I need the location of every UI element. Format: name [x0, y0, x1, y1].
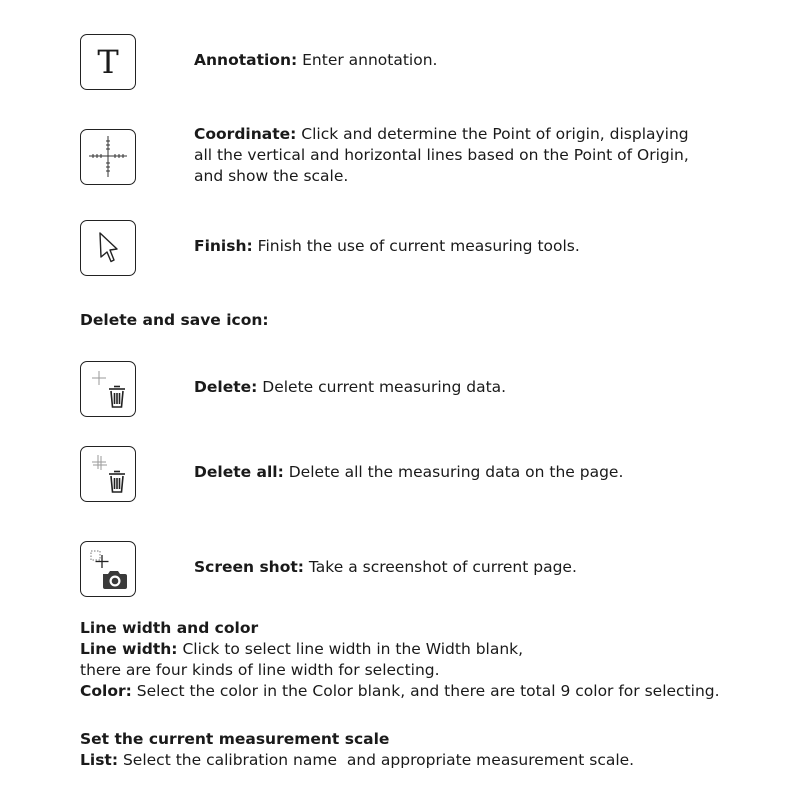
coordinate-text-line-3: and show the scale.	[194, 167, 349, 185]
color-text: Select the color in the Color blank, and there are total 9 color for selecting.	[136, 682, 720, 700]
measurement-scale-heading: Set the current measurement scale	[80, 730, 390, 748]
annotation-label: Annotation:	[194, 51, 298, 69]
delete-tool-button[interactable]	[80, 361, 136, 417]
coordinate-tool-button[interactable]	[80, 129, 136, 185]
finish-text: Finish the use of current measuring tools.	[257, 237, 580, 255]
coordinate-crosshair-icon	[81, 130, 135, 184]
delete-label: Delete:	[194, 378, 258, 396]
delete-all-icon	[81, 447, 135, 501]
delete-description	[194, 377, 506, 398]
delete-save-heading: Delete and save icon:	[80, 311, 269, 329]
screenshot-description	[194, 557, 577, 578]
line-width-text-1: Click to select line width in the Width blank,	[182, 640, 524, 658]
cursor-arrow-icon	[81, 221, 135, 275]
coordinate-text-line-2: all the vertical and horizontal lines based on the Point of Origin,	[194, 146, 689, 164]
text-annotation-icon: T	[97, 43, 119, 81]
delete-icon	[81, 362, 135, 416]
coordinate-label: Coordinate:	[194, 125, 297, 143]
delete-all-description	[194, 462, 623, 483]
coordinate-description	[194, 124, 689, 187]
finish-description	[194, 236, 580, 257]
color-label: Color:	[80, 682, 132, 700]
delete-all-label: Delete all:	[194, 463, 284, 481]
list-label: List:	[80, 751, 119, 769]
line-width-label: Line width:	[80, 640, 178, 658]
screenshot-tool-button[interactable]	[80, 541, 136, 597]
delete-all-text: Delete all the measuring data on the page.	[288, 463, 624, 481]
finish-tool-button[interactable]	[80, 220, 136, 276]
delete-text: Delete current measuring data.	[262, 378, 507, 396]
coordinate-text-line-1: Click and determine the Point of origin, displaying	[301, 125, 689, 143]
line-width-color-heading: Line width and color	[80, 619, 259, 637]
line-width-text-2: there are four kinds of line width for selecting.	[80, 661, 440, 679]
screenshot-camera-icon	[81, 542, 135, 596]
screenshot-label: Screen shot:	[194, 558, 304, 576]
delete-all-tool-button[interactable]	[80, 446, 136, 502]
annotation-tool-button[interactable]	[80, 34, 136, 90]
line-width-color-section	[80, 618, 720, 702]
annotation-text: Enter annotation.	[302, 51, 438, 69]
measurement-scale-section	[80, 729, 634, 771]
screenshot-text: Take a screenshot of current page.	[308, 558, 577, 576]
annotation-description	[194, 50, 437, 71]
finish-label: Finish:	[194, 237, 253, 255]
list-text: Select the calibration name and appropriate measurement scale.	[122, 751, 635, 769]
